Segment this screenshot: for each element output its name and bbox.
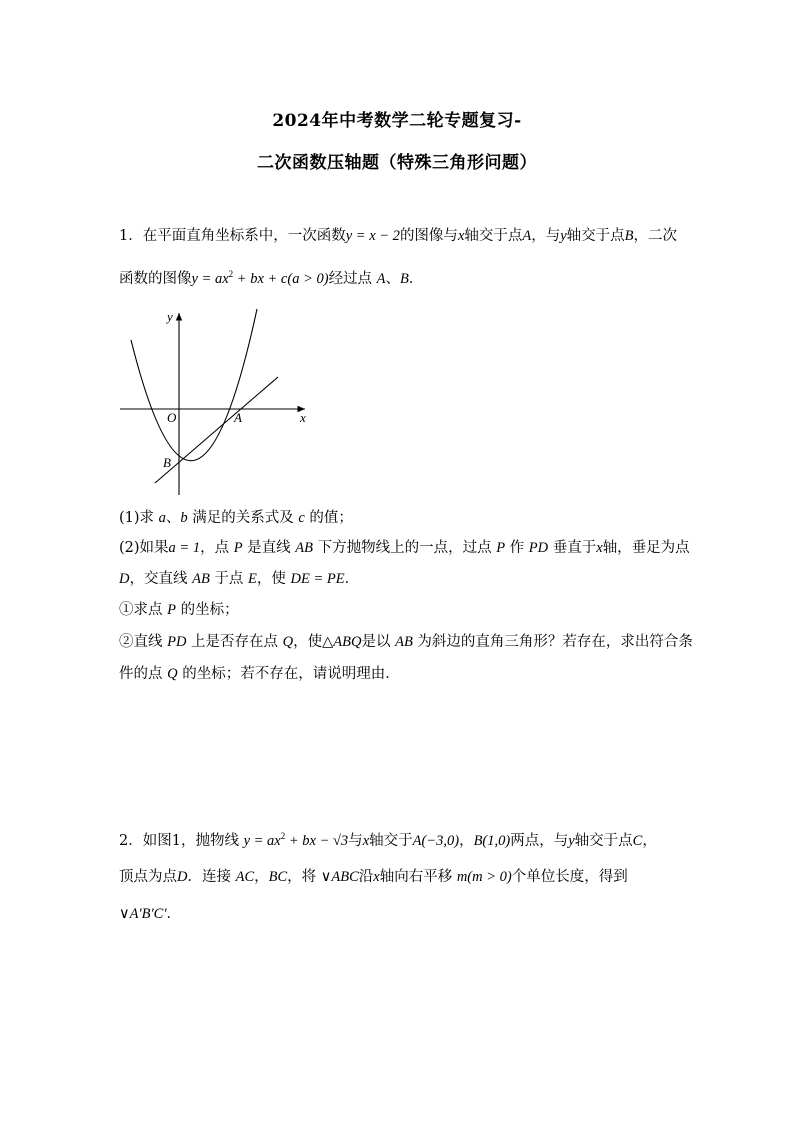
problem1-part1: (1)求 a、b 满足的关系式及 c 的值；: [119, 510, 353, 526]
point-b-label: B: [163, 455, 171, 470]
title-line-2: 二次函数压轴题（特殊三角形问题）: [257, 153, 537, 173]
problem1-part2: (2)如果a = 1，点 P 是直线 AB 下方抛物线上的一点，过点 P 作 PD 垂直于x轴，垂足为点: [119, 540, 690, 556]
x-axis-label: x: [300, 410, 306, 425]
line-ab: [155, 377, 278, 483]
problem1-part2-sub1: ①求点 P 的坐标；: [119, 602, 239, 618]
origin-label: O: [167, 410, 177, 425]
problem2-line2: 顶点为点D．连接 AC，BC，将 ∨ABC沿x轴向右平移 m(m > 0)个单位长度，得到: [119, 869, 628, 885]
problem1-part2-sub2: ②直线 PD 上是否存在点 Q，使△ABQ是以 AB 为斜边的直角三角形？若存在，求出符合条: [119, 634, 693, 650]
parabola-line-figure: [117, 305, 317, 500]
problem2-line3: ∨A′B′C′．: [119, 906, 182, 922]
problem1-part2-sub2-cont: 件的点 Q 的坐标；若不存在，请说明理由．: [119, 666, 400, 682]
problem1-line1: 1．在平面直角坐标系中，一次函数y = x − 2的图像与x轴交于点A，与y轴交于点B，二次: [119, 228, 678, 244]
y-axis-label: y: [167, 309, 173, 324]
problem1-part2-cont: D，交直线 AB 于点 E，使 DE = PE．: [119, 571, 360, 587]
problem1-line2: 函数的图像$y = ax^2$ + bx + c(a > 0)经过点 A、B．: [119, 269, 424, 287]
parabola-curve: [131, 309, 257, 461]
point-a-label: A: [234, 410, 242, 425]
problem2-line1: 2．如图1，抛物线 $y = ax^2$ + bx − √3与x轴交于A(−3,0)，B(1,0)两点，与y轴交于点C，: [119, 831, 657, 849]
title-line-1: 2024年中考数学二轮专题复习-: [272, 111, 522, 131]
